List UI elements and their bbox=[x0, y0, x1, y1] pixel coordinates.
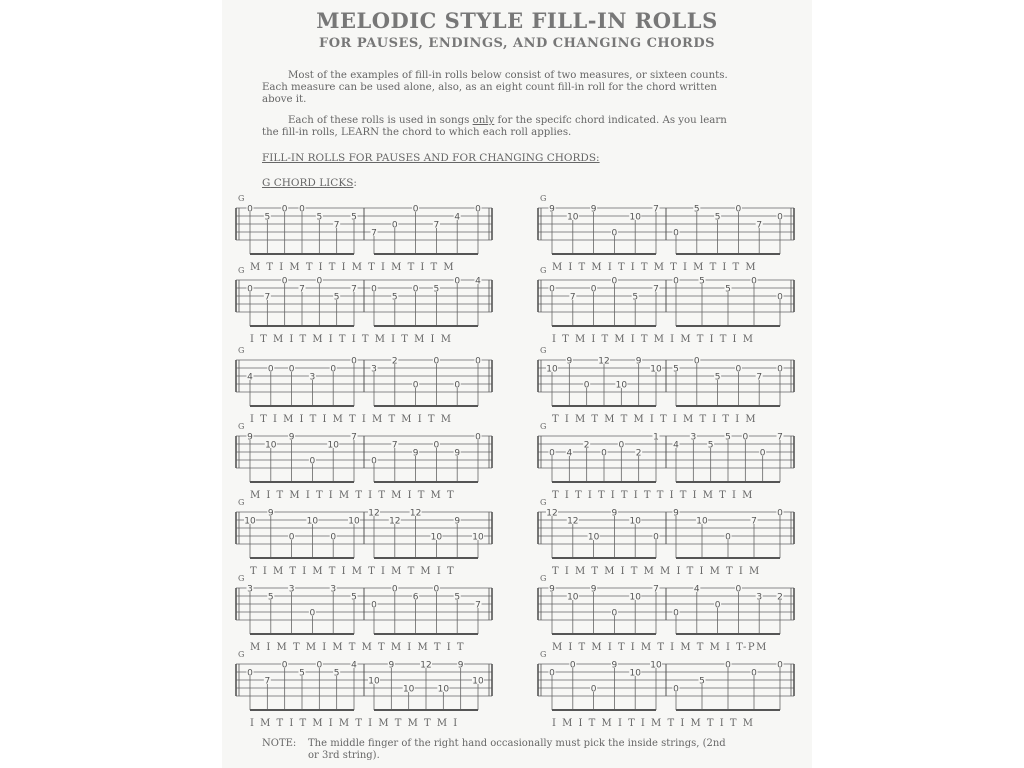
fret-number: 0 bbox=[611, 228, 618, 239]
fret-number: 0 bbox=[391, 220, 398, 231]
chord-label: G bbox=[540, 650, 547, 659]
fret-number: 0 bbox=[475, 432, 481, 443]
fret-number: 7 bbox=[751, 516, 757, 527]
fret-number: 0 bbox=[549, 448, 555, 459]
fret-number: 9 bbox=[673, 508, 679, 519]
fret-number: 5 bbox=[333, 668, 340, 679]
fret-number: 5 bbox=[725, 284, 731, 295]
fret-number: 4 bbox=[673, 440, 679, 451]
fret-number: 7 bbox=[433, 220, 440, 231]
fret-number: 0 bbox=[590, 284, 597, 295]
fret-number: 12 bbox=[598, 356, 610, 367]
fret-number: 3 bbox=[288, 584, 295, 595]
chord-licks-text: CHORD LICKS bbox=[270, 177, 354, 189]
finger-pattern: T I T I T I T I T T I T I M T I M bbox=[552, 490, 754, 501]
fret-number: 0 bbox=[725, 532, 731, 543]
fret-number: 5 bbox=[267, 592, 274, 603]
fret-number: 0 bbox=[777, 212, 783, 223]
chord-label: G bbox=[540, 498, 547, 507]
fret-number: 10 bbox=[567, 212, 579, 223]
fret-number: 0 bbox=[309, 456, 316, 467]
fret-number: 5 bbox=[264, 212, 271, 223]
intro-line: Each of these rolls is used in songs bbox=[288, 115, 473, 126]
fret-number: 5 bbox=[333, 292, 340, 303]
finger-pattern: T I M T M T M I T I M T I T I M bbox=[552, 414, 758, 425]
fret-number: 12 bbox=[368, 508, 380, 519]
fret-number: 0 bbox=[281, 276, 288, 287]
fret-number: 5 bbox=[707, 440, 714, 451]
fret-number: 3 bbox=[371, 364, 377, 375]
fret-number: 0 bbox=[673, 684, 679, 695]
fret-number: 5 bbox=[714, 212, 721, 223]
fret-number: 0 bbox=[735, 364, 742, 375]
section-heading-text: FILL-IN ROLLS FOR PAUSES AND FOR CHANGING CHORDS bbox=[262, 152, 597, 164]
fret-number: 0 bbox=[299, 204, 305, 215]
fret-number: 12 bbox=[420, 660, 432, 671]
fret-number: 9 bbox=[549, 584, 555, 595]
fret-number: 2 bbox=[583, 440, 590, 451]
fret-number: 10 bbox=[629, 212, 641, 223]
fret-number: 12 bbox=[409, 508, 422, 519]
finger-pattern: M I T M I T I M T I M T M I T-PM bbox=[552, 642, 768, 653]
fret-number: 9 bbox=[247, 432, 253, 443]
note-line: The middle finger of the right hand occasionally must pick the inside strings, (2nd bbox=[308, 738, 726, 749]
fret-number: 10 bbox=[650, 660, 662, 671]
fret-number: 5 bbox=[699, 276, 705, 287]
fret-number: 0 bbox=[247, 668, 253, 679]
fret-number: 0 bbox=[412, 204, 419, 215]
chord-label: G bbox=[238, 422, 245, 431]
fret-number: 9 bbox=[590, 584, 597, 595]
fret-number: 5 bbox=[725, 432, 731, 443]
finger-pattern: I M I T M I T I M T I M T I T M bbox=[552, 718, 755, 729]
fret-number: 9 bbox=[611, 660, 618, 671]
fret-number: 0 bbox=[412, 380, 419, 391]
finger-pattern: M T I M T I T I M T I M T I T M bbox=[250, 262, 456, 273]
fret-number: 0 bbox=[751, 276, 757, 287]
finger-pattern: I M T I T M I M T I M T M T M I bbox=[250, 718, 459, 729]
fret-number: 5 bbox=[351, 592, 357, 603]
fret-number: 0 bbox=[316, 660, 323, 671]
fret-number: 0 bbox=[549, 668, 555, 679]
fret-number: 0 bbox=[777, 660, 783, 671]
fret-number: 0 bbox=[371, 284, 377, 295]
fret-number: 0 bbox=[725, 660, 731, 671]
fret-number: 5 bbox=[714, 372, 721, 383]
fret-number: 7 bbox=[264, 292, 271, 303]
fret-number: 4 bbox=[247, 372, 253, 383]
fret-number: 9 bbox=[549, 204, 555, 215]
fret-number: 7 bbox=[264, 676, 271, 687]
fret-number: 12 bbox=[546, 508, 558, 519]
fret-number: 0 bbox=[611, 276, 618, 287]
fret-number: 0 bbox=[371, 456, 377, 467]
finger-pattern: T I M T M I T M M I T I M T I M bbox=[552, 566, 761, 577]
finger-pattern: M I T M I T I M T I T M I T M T bbox=[250, 490, 456, 501]
chord-licks-colon: : bbox=[353, 177, 357, 189]
chord-label: G bbox=[238, 574, 245, 583]
fret-number: 9 bbox=[454, 516, 461, 527]
fret-number: 5 bbox=[391, 292, 398, 303]
finger-pattern: I T M I T M I T I T M I T M I M bbox=[250, 334, 453, 345]
fret-number: 4 bbox=[351, 660, 357, 671]
fret-number: 0 bbox=[569, 660, 576, 671]
intro-line: Most of the examples of fill-in rolls below consist of two measures, or sixteen counts. bbox=[288, 70, 728, 81]
chord-label: G bbox=[238, 266, 245, 275]
fret-number: 7 bbox=[756, 372, 763, 383]
fret-number: 10 bbox=[348, 516, 360, 527]
fret-number: 5 bbox=[433, 284, 440, 295]
fret-number: 12 bbox=[389, 516, 401, 527]
fret-number: 10 bbox=[696, 516, 708, 527]
chord-label: G bbox=[238, 650, 245, 659]
fret-number: 3 bbox=[247, 584, 253, 595]
fret-number: 0 bbox=[433, 356, 440, 367]
fret-number: 9 bbox=[267, 508, 274, 519]
fret-number: 7 bbox=[756, 220, 763, 231]
intro-line: above it. bbox=[262, 94, 307, 105]
note-lead: NOTE: bbox=[262, 738, 297, 749]
fret-number: 2 bbox=[777, 592, 783, 603]
fret-number: 3 bbox=[309, 372, 316, 383]
chord-label: G bbox=[238, 498, 245, 507]
fret-number: 0 bbox=[351, 356, 357, 367]
fret-number: 4 bbox=[454, 212, 461, 223]
fret-number: 0 bbox=[673, 608, 679, 619]
fret-number: 10 bbox=[306, 516, 319, 527]
fret-number: 3 bbox=[690, 432, 697, 443]
fret-number: 10 bbox=[587, 532, 600, 543]
fret-number: 0 bbox=[777, 364, 783, 375]
fret-number: 7 bbox=[333, 220, 340, 231]
fret-number: 5 bbox=[316, 212, 323, 223]
fret-number: 10 bbox=[265, 440, 277, 451]
fret-number: 0 bbox=[777, 508, 783, 519]
fret-number: 0 bbox=[267, 364, 274, 375]
fret-number: 10 bbox=[472, 676, 484, 687]
chord-label: G bbox=[540, 346, 547, 355]
fret-number: 4 bbox=[566, 448, 573, 459]
fret-number: 10 bbox=[368, 676, 380, 687]
fret-number: 0 bbox=[475, 356, 481, 367]
fret-number: 2 bbox=[635, 448, 642, 459]
fret-number: 9 bbox=[635, 356, 642, 367]
fret-number: 5 bbox=[673, 364, 679, 375]
fret-number: 0 bbox=[714, 600, 721, 611]
fret-number: 7 bbox=[371, 228, 377, 239]
fret-number: 0 bbox=[735, 204, 742, 215]
fret-number: 0 bbox=[309, 608, 316, 619]
fret-number: 9 bbox=[388, 660, 395, 671]
fret-number: 7 bbox=[569, 292, 576, 303]
fret-number: 7 bbox=[653, 284, 659, 295]
fret-number: 10 bbox=[650, 364, 662, 375]
fret-number: 0 bbox=[742, 432, 749, 443]
fret-number: 7 bbox=[653, 584, 659, 595]
finger-pattern: I T I M I T I M T I M T M I T M bbox=[250, 414, 453, 425]
fret-number: 10 bbox=[472, 532, 484, 543]
fret-number: 0 bbox=[673, 276, 679, 287]
fret-number: 5 bbox=[454, 592, 461, 603]
fret-number: 0 bbox=[777, 292, 783, 303]
intro-line: Each measure can be used alone, also, as an eight count fill-in roll for the chord written bbox=[262, 82, 717, 93]
fret-number: 0 bbox=[475, 204, 481, 215]
fret-number: 0 bbox=[281, 660, 288, 671]
fret-number: 0 bbox=[433, 440, 440, 451]
fret-number: 5 bbox=[693, 204, 700, 215]
fret-number: 0 bbox=[316, 276, 323, 287]
fret-number: 0 bbox=[454, 276, 461, 287]
fret-number: 0 bbox=[590, 684, 597, 695]
fret-number: 0 bbox=[583, 380, 590, 391]
fret-number: 5 bbox=[632, 292, 639, 303]
fret-number: 0 bbox=[759, 448, 766, 459]
fret-number: 12 bbox=[567, 516, 579, 527]
fret-number: 7 bbox=[391, 440, 398, 451]
note-line: or 3rd string). bbox=[308, 750, 380, 761]
fret-number: 7 bbox=[351, 284, 357, 295]
fret-number: 10 bbox=[437, 684, 450, 695]
fret-number: 0 bbox=[391, 584, 398, 595]
fret-number: 9 bbox=[412, 448, 419, 459]
fret-number: 10 bbox=[327, 440, 339, 451]
fret-number: 0 bbox=[673, 228, 679, 239]
fret-number: 10 bbox=[244, 516, 256, 527]
fret-number: 6 bbox=[412, 592, 419, 603]
fret-number: 0 bbox=[330, 364, 337, 375]
finger-pattern: T I M T I M T I M T I M T M I T bbox=[250, 566, 456, 577]
fret-number: 10 bbox=[629, 516, 641, 527]
fret-number: 5 bbox=[699, 676, 705, 687]
fret-number: 0 bbox=[618, 440, 625, 451]
fret-number: 0 bbox=[653, 532, 659, 543]
chord-licks-chord: G bbox=[262, 177, 271, 189]
fret-number: 0 bbox=[549, 284, 555, 295]
fret-number: 0 bbox=[371, 600, 377, 611]
fret-number: 0 bbox=[693, 356, 700, 367]
fret-number: 0 bbox=[247, 284, 253, 295]
fret-number: 0 bbox=[601, 448, 607, 459]
fret-number: 0 bbox=[330, 532, 337, 543]
chord-label: G bbox=[540, 422, 547, 431]
section-heading-colon: : bbox=[596, 152, 600, 164]
intro-line: for the specifc chord indicated. As you learn bbox=[494, 115, 727, 126]
fret-number: 7 bbox=[299, 284, 305, 295]
page-subtitle: FOR PAUSES, ENDINGS, AND CHANGING CHORDS bbox=[319, 36, 715, 51]
fret-number: 0 bbox=[288, 364, 295, 375]
fret-number: 7 bbox=[475, 600, 481, 611]
fret-number: 4 bbox=[693, 584, 700, 595]
chord-label: G bbox=[540, 194, 547, 203]
fret-number: 3 bbox=[330, 584, 337, 595]
fret-number: 0 bbox=[281, 204, 288, 215]
fret-number: 10 bbox=[567, 592, 579, 603]
fret-number: 0 bbox=[454, 380, 461, 391]
fret-number: 5 bbox=[299, 668, 305, 679]
fret-number: 0 bbox=[735, 584, 742, 595]
fret-number: 10 bbox=[546, 364, 558, 375]
fret-number: 0 bbox=[288, 532, 295, 543]
page-title: MELODIC STYLE FILL-IN ROLLS bbox=[316, 8, 718, 33]
chord-label: G bbox=[238, 194, 245, 203]
finger-pattern: I T M I T M I T M I M T I T I M bbox=[552, 334, 755, 345]
fret-number: 9 bbox=[566, 356, 573, 367]
fret-number: 0 bbox=[611, 608, 618, 619]
fret-number: 10 bbox=[402, 684, 415, 695]
fret-number: 9 bbox=[288, 432, 295, 443]
fret-number: 9 bbox=[590, 204, 597, 215]
fret-number: 3 bbox=[756, 592, 763, 603]
fret-number: 5 bbox=[351, 212, 357, 223]
fret-number: 7 bbox=[777, 432, 783, 443]
fret-number: 1 bbox=[653, 432, 659, 443]
fret-number: 7 bbox=[351, 432, 357, 443]
fret-number: 10 bbox=[629, 668, 641, 679]
chord-label: G bbox=[540, 574, 547, 583]
fret-number: 10 bbox=[430, 532, 443, 543]
chord-label: G bbox=[540, 266, 547, 275]
fret-number: 9 bbox=[611, 508, 618, 519]
fret-number: 9 bbox=[457, 660, 464, 671]
fret-number: 0 bbox=[247, 204, 253, 215]
fret-number: 10 bbox=[629, 592, 641, 603]
fret-number: 7 bbox=[653, 204, 659, 215]
emphasis-only: only bbox=[472, 115, 495, 126]
fret-number: 0 bbox=[433, 584, 440, 595]
fret-number: 0 bbox=[751, 668, 757, 679]
fret-number: 0 bbox=[412, 284, 419, 295]
intro-line: the fill-in rolls, LEARN the chord to which each roll applies. bbox=[262, 127, 572, 138]
finger-pattern: M I M T M I M T M T M I M T I T bbox=[250, 642, 466, 653]
fret-number: 4 bbox=[475, 276, 481, 287]
fret-number: 2 bbox=[391, 356, 398, 367]
fret-number: 9 bbox=[454, 448, 461, 459]
chord-label: G bbox=[238, 346, 245, 355]
fret-number: 10 bbox=[615, 380, 628, 391]
finger-pattern: M I T M I T I T M T I M T I T M bbox=[552, 262, 758, 273]
